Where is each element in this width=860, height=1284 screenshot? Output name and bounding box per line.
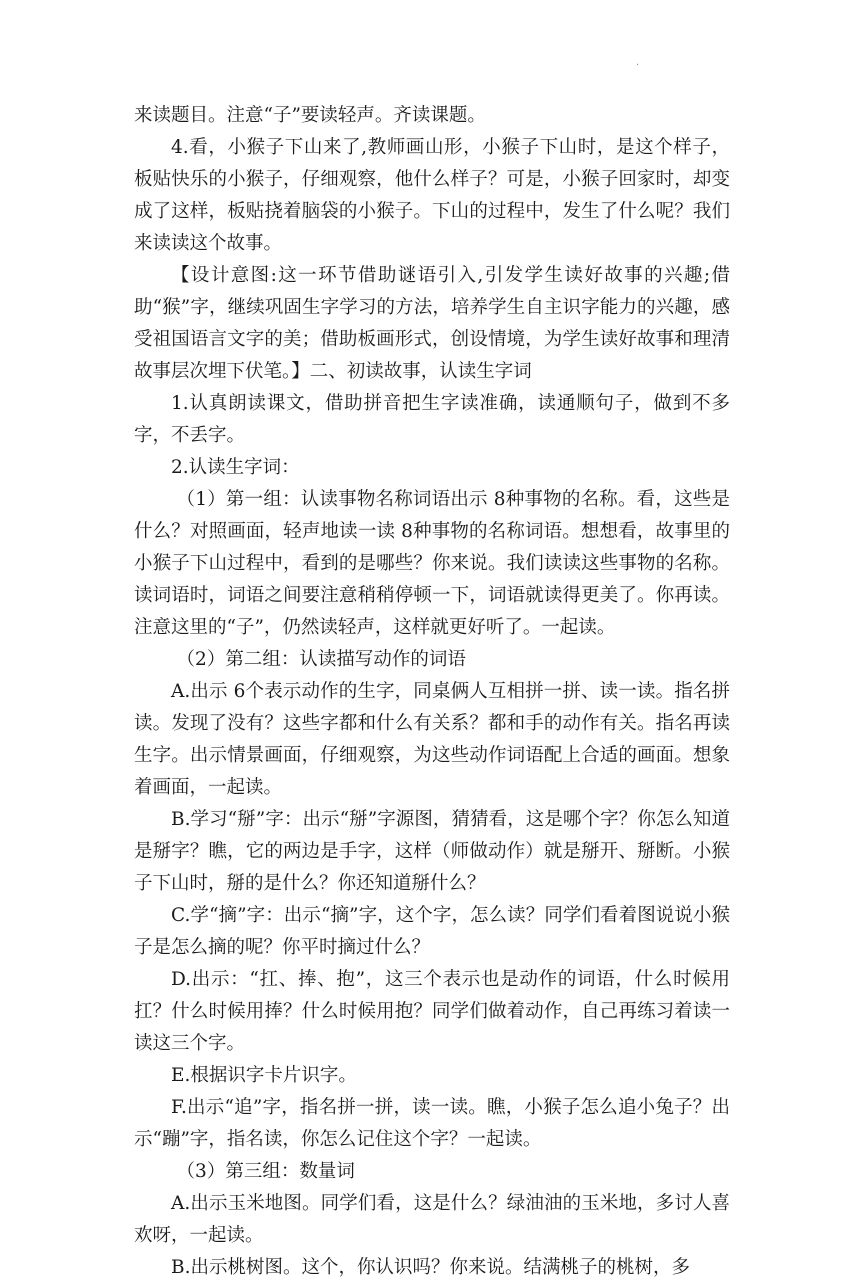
- paragraph: F.出示“追”字，指名拼一拼，读一读。瞧，小猴子怎么追小兔子？出示“蹦”字，指名读，你怎么记住这个字？一起读。: [134, 1097, 730, 1150]
- header-mark: ·: [636, 60, 640, 71]
- paragraph: 1.认真朗读课文，借助拼音把生字读准确，读通顺句子，做到不多字，不丢字。: [134, 393, 730, 446]
- paragraph: C.学“摘”字：出示“摘”字，这个字，怎么读？同学们看着图说说小猴子是怎么摘的呢？你平时摘过什么？: [134, 905, 730, 958]
- paragraph: D.出示：“扛、捧、抱”，这三个表示也是动作的词语，什么时候用扛？什么时候用捧？什么时候用抱？同学们做着动作，自己再练习着读一读这三个字。: [134, 969, 730, 1054]
- paragraph: B.出示桃树图。这个，你认识吗？你来说。结满桃子的桃树，多: [171, 1257, 690, 1278]
- paragraph: （1）第一组：认读事物名称词语出示 8种事物的名称。看，这些是什么？对照画面，轻声地读一读 8种事物的名称词语。想想看，故事里的小猴子下山过程中，看到的是哪些？你来说。我们读读这些事物的名称。读词语时，词语之间要注意稍稍停顿一下，词语就读得更美了。你再读。注意这里的“子”，仍然读轻声，这样就更好听了。一起读。: [134, 489, 730, 638]
- paragraph: 2.认读生字词：: [171, 457, 300, 478]
- lesson-plan-body: [134, 100, 730, 1284]
- paragraph: 来读题目。注意“子”要读轻声。齐读课题。: [134, 105, 486, 126]
- paragraph: A.出示 6个表示动作的生字，同桌俩人互相拼一拼、读一读。指名拼读。发现了没有？这些字都和什么有关系？都和手的动作有关。指名再读生字。出示情景画面，仔细观察，为这些动作词语配上合适的画面。想象着画面，一起读。: [134, 681, 730, 798]
- paragraph: E.根据识字卡片识字。: [171, 1065, 357, 1086]
- paragraph: （2）第二组：认读描写动作的词语: [176, 649, 466, 670]
- paragraph: 【设计意图:这一环节借助谜语引入,引发学生读好故事的兴趣;借助“猴”字，继续巩固生字学习的方法，培养学生自主识字能力的兴趣，感受祖国语言文字的美；借助板画形式，创设情境，为学生读好故事和理清故事层次埋下伏笔。】二、初读故事，认读生字词: [134, 265, 730, 382]
- paragraph: B.学习“掰”字：出示“掰”字源图，猜猜看，这是哪个字？你怎么知道是掰字？瞧，它的两边是手字，这样（师做动作）就是掰开、掰断。小猴子下山时，掰的是什么？你还知道掰什么？: [134, 809, 730, 894]
- paragraph: 4.看，小猴子下山来了,教师画山形，小猴子下山时，是这个样子，板贴快乐的小猴子，仔细观察，他什么样子？可是，小猴子回家时，却变成了这样，板贴挠着脑袋的小猴子。下山的过程中，发生了什么呢？我们来读读这个故事。: [134, 137, 730, 254]
- paragraph: （3）第三组：数量词: [176, 1161, 355, 1182]
- paragraph: A.出示玉米地图。同学们看，这是什么？绿油油的玉米地，多讨人喜欢呀，一起读。: [134, 1193, 730, 1246]
